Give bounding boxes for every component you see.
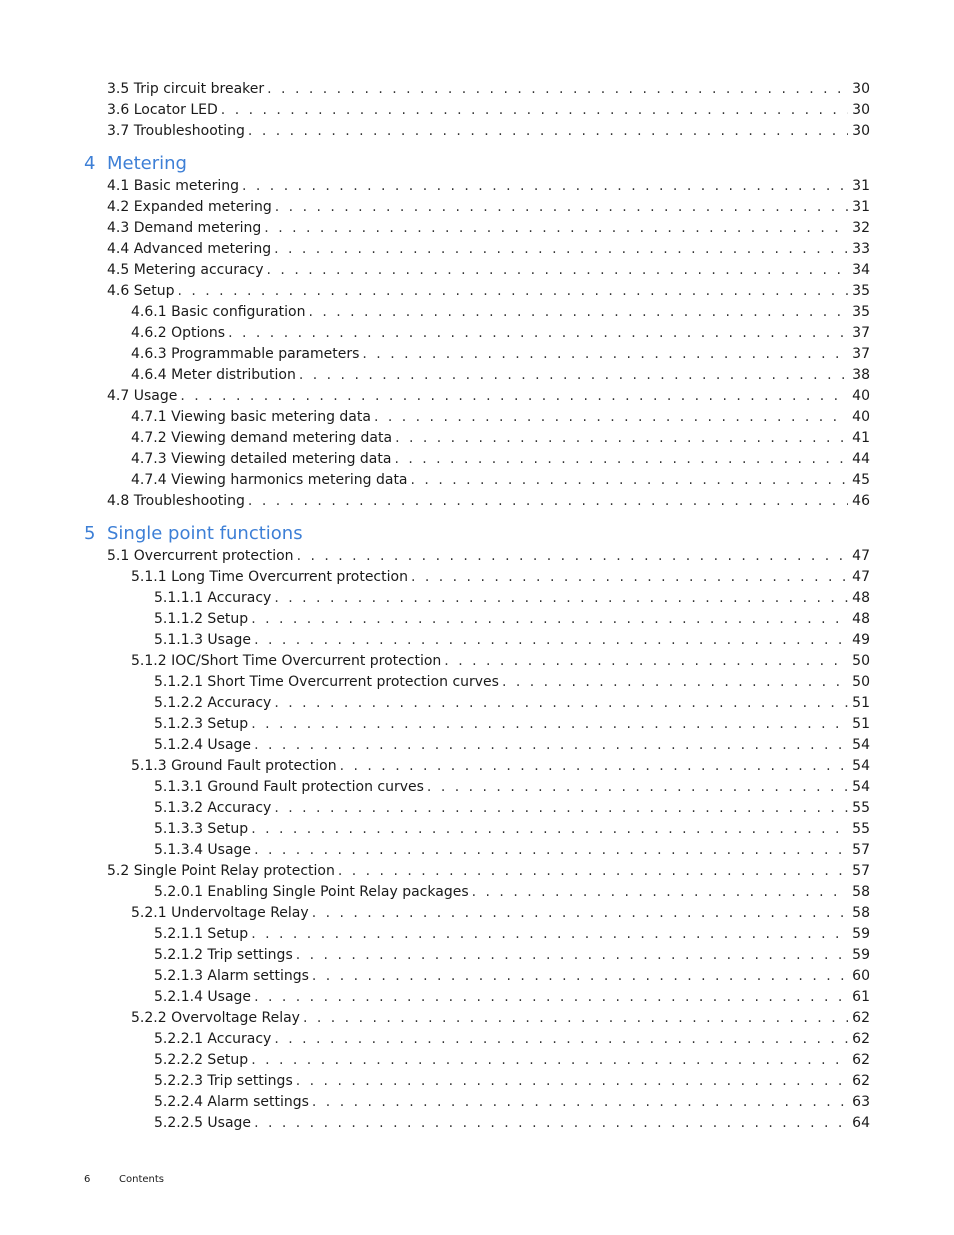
dot-leader	[254, 1113, 848, 1134]
toc-entry[interactable]	[84, 1113, 870, 1134]
dot-leader	[394, 449, 848, 470]
dot-leader	[254, 840, 848, 861]
toc-entry-title: 5.2.1.1 Setup	[154, 926, 249, 942]
toc-entry-title: 5.2.1.2 Trip settings	[154, 947, 293, 963]
toc-entry-page: 34	[852, 262, 870, 278]
toc-chapter-heading[interactable]	[84, 512, 870, 546]
toc-entry[interactable]	[84, 470, 870, 491]
toc-entry-title: 4.6.2 Options	[131, 325, 226, 341]
toc-entry[interactable]	[84, 672, 870, 693]
toc-entry-page: 62	[852, 1073, 870, 1089]
toc-entry-title: 5.1.2.1 Short Time Overcurrent protection curves	[154, 674, 499, 690]
toc-entry[interactable]	[84, 567, 870, 588]
toc-entry-title: 4.7.1 Viewing basic metering data	[131, 409, 371, 425]
toc-entry-page: 45	[852, 472, 870, 488]
toc-entry[interactable]	[84, 987, 870, 1008]
dot-leader	[299, 365, 848, 386]
dot-leader	[444, 651, 848, 672]
toc-entry-title: 4.3 Demand metering	[107, 220, 262, 236]
toc-entry-title: 5.1.2.4 Usage	[154, 737, 252, 753]
dot-leader	[312, 903, 848, 924]
toc-entry[interactable]	[84, 798, 870, 819]
toc-entry-page: 59	[852, 926, 870, 942]
toc-entry[interactable]	[84, 1029, 870, 1050]
toc-entry[interactable]	[84, 218, 870, 239]
toc-entry[interactable]	[84, 302, 870, 323]
toc-entry-title: 5.2.1.3 Alarm settings	[154, 968, 309, 984]
chapter-title: Single point functions	[107, 523, 303, 544]
dot-leader	[296, 1071, 848, 1092]
toc-entry-page: 51	[852, 716, 870, 732]
dot-leader	[251, 924, 848, 945]
chapter-title: Metering	[107, 153, 187, 174]
toc-entry[interactable]	[84, 260, 870, 281]
toc-entry[interactable]	[84, 714, 870, 735]
dot-leader	[251, 714, 848, 735]
dot-leader	[362, 344, 848, 365]
toc-entry-page: 49	[852, 632, 870, 648]
toc-entry-page: 37	[852, 346, 870, 362]
toc-entry-page: 31	[852, 178, 870, 194]
toc-entry-page: 64	[852, 1115, 870, 1131]
dot-leader	[502, 672, 848, 693]
toc-entry[interactable]	[84, 945, 870, 966]
toc-entry[interactable]	[84, 176, 870, 197]
dot-leader	[411, 567, 848, 588]
toc-entry-page: 47	[852, 569, 870, 585]
toc-entry[interactable]	[84, 609, 870, 630]
dot-leader	[296, 945, 848, 966]
toc-entry-title: 5.1.3.1 Ground Fault protection curves	[154, 779, 424, 795]
toc-entry-page: 58	[852, 884, 870, 900]
toc-entry[interactable]	[84, 882, 870, 903]
toc-entry-title: 5.2.2.2 Setup	[154, 1052, 249, 1068]
toc-entry-page: 30	[852, 123, 870, 139]
toc-entry-page: 40	[852, 409, 870, 425]
toc-entry-page: 35	[852, 283, 870, 299]
toc-entry-page: 50	[852, 674, 870, 690]
dot-leader	[427, 777, 848, 798]
chapter-number: 5	[84, 523, 96, 544]
table-of-contents	[84, 79, 870, 1134]
toc-entry-title: 5.2.1 Undervoltage Relay	[131, 905, 309, 921]
page-footer	[84, 1174, 164, 1185]
toc-entry-page: 55	[852, 821, 870, 837]
dot-leader	[395, 428, 848, 449]
toc-entry-page: 48	[852, 590, 870, 606]
dot-leader	[251, 819, 848, 840]
toc-entry-title: 3.6 Locator LED	[107, 102, 218, 118]
chapter-number: 4	[84, 153, 96, 174]
toc-entry[interactable]	[84, 281, 870, 302]
dot-leader	[340, 756, 849, 777]
dot-leader	[254, 987, 848, 1008]
toc-entry[interactable]	[84, 1071, 870, 1092]
toc-entry-page: 61	[852, 989, 870, 1005]
toc-entry[interactable]	[84, 588, 870, 609]
toc-entry-title: 5.1.1.2 Setup	[154, 611, 249, 627]
toc-entry-title: 5.1.1.3 Usage	[154, 632, 252, 648]
dot-leader	[274, 798, 848, 819]
dot-leader	[264, 218, 848, 239]
dot-leader	[177, 281, 848, 302]
toc-entry-title: 5.1.3.3 Setup	[154, 821, 249, 837]
toc-entry[interactable]	[84, 651, 870, 672]
dot-leader	[248, 121, 848, 142]
toc-entry-page: 54	[852, 737, 870, 753]
footer-page-number: 6	[84, 1174, 91, 1185]
dot-leader	[248, 491, 848, 512]
toc-entry[interactable]	[84, 344, 870, 365]
toc-entry-page: 40	[852, 388, 870, 404]
toc-entry-page: 57	[852, 842, 870, 858]
dot-leader	[267, 79, 848, 100]
toc-entry[interactable]	[84, 546, 870, 567]
dot-leader	[254, 735, 848, 756]
toc-entry-title: 5.2.2.4 Alarm settings	[154, 1094, 309, 1110]
toc-entry[interactable]	[84, 903, 870, 924]
toc-entry-title: 5.2 Single Point Relay protection	[107, 863, 335, 879]
toc-entry-page: 47	[852, 548, 870, 564]
toc-entry[interactable]	[84, 819, 870, 840]
toc-entry[interactable]	[84, 121, 870, 142]
toc-entry-title: 5.2.2.3 Trip settings	[154, 1073, 293, 1089]
toc-entry-title: 5.1.2 IOC/Short Time Overcurrent protection	[131, 653, 442, 669]
toc-entry[interactable]	[84, 449, 870, 470]
toc-entry[interactable]	[84, 491, 870, 512]
toc-entry-page: 54	[852, 758, 870, 774]
dot-leader	[274, 1029, 848, 1050]
toc-entry-title: 5.2.2.1 Accuracy	[154, 1031, 272, 1047]
toc-entry-title: 5.1.2.3 Setup	[154, 716, 249, 732]
toc-entry-page: 37	[852, 325, 870, 341]
toc-entry[interactable]	[84, 365, 870, 386]
toc-entry-title: 5.1.3.4 Usage	[154, 842, 252, 858]
toc-entry[interactable]	[84, 630, 870, 651]
toc-entry[interactable]	[84, 861, 870, 882]
toc-entry-title: 4.5 Metering accuracy	[107, 262, 264, 278]
toc-entry[interactable]	[84, 924, 870, 945]
dot-leader	[312, 966, 848, 987]
toc-entry-page: 44	[852, 451, 870, 467]
toc-entry-title: 5.2.0.1 Enabling Single Point Relay packages	[154, 884, 469, 900]
dot-leader	[297, 546, 849, 567]
dot-leader	[308, 302, 848, 323]
toc-entry-title: 4.8 Troubleshooting	[107, 493, 245, 509]
toc-entry[interactable]	[84, 840, 870, 861]
dot-leader	[274, 588, 848, 609]
toc-entry-title: 5.1.3 Ground Fault protection	[131, 758, 337, 774]
toc-entry[interactable]	[84, 777, 870, 798]
toc-entry-page: 41	[852, 430, 870, 446]
toc-entry-title: 4.1 Basic metering	[107, 178, 239, 194]
toc-entry[interactable]	[84, 323, 870, 344]
dot-leader	[274, 239, 848, 260]
toc-entry-page: 62	[852, 1010, 870, 1026]
dot-leader	[338, 861, 848, 882]
toc-entry-title: 5.2.2 Overvoltage Relay	[131, 1010, 300, 1026]
toc-entry[interactable]	[84, 386, 870, 407]
toc-entry-title: 5.1 Overcurrent protection	[107, 548, 294, 564]
toc-entry-page: 60	[852, 968, 870, 984]
toc-entry-page: 35	[852, 304, 870, 320]
toc-entry[interactable]	[84, 1008, 870, 1029]
toc-entry-title: 5.1.2.2 Accuracy	[154, 695, 272, 711]
toc-entry[interactable]	[84, 735, 870, 756]
toc-entry-page: 31	[852, 199, 870, 215]
toc-entry-page: 62	[852, 1031, 870, 1047]
toc-entry-title: 4.7.3 Viewing detailed metering data	[131, 451, 392, 467]
toc-entry-title: 5.1.3.2 Accuracy	[154, 800, 272, 816]
toc-entry[interactable]	[84, 100, 870, 121]
dot-leader	[242, 176, 848, 197]
toc-entry-title: 4.4 Advanced metering	[107, 241, 272, 257]
toc-entry-title: 4.6.1 Basic configuration	[131, 304, 306, 320]
toc-entry-page: 54	[852, 779, 870, 795]
toc-entry-page: 48	[852, 611, 870, 627]
toc-entry-page: 50	[852, 653, 870, 669]
toc-entry-page: 58	[852, 905, 870, 921]
toc-entry-title: 5.2.2.5 Usage	[154, 1115, 252, 1131]
toc-entry[interactable]	[84, 239, 870, 260]
toc-entry-title: 3.5 Trip circuit breaker	[107, 81, 265, 97]
toc-entry-title: 4.2 Expanded metering	[107, 199, 272, 215]
toc-entry-title: 4.6.4 Meter distribution	[131, 367, 296, 383]
toc-entry-title: 4.6 Setup	[107, 283, 175, 299]
dot-leader	[303, 1008, 848, 1029]
dot-leader	[312, 1092, 848, 1113]
toc-entry[interactable]	[84, 1092, 870, 1113]
dot-leader	[251, 1050, 848, 1071]
toc-entry[interactable]	[84, 966, 870, 987]
dot-leader	[411, 470, 849, 491]
toc-entry-page: 62	[852, 1052, 870, 1068]
footer-section-label: Contents	[119, 1174, 164, 1185]
toc-entry-title: 3.7 Troubleshooting	[107, 123, 245, 139]
toc-entry-page: 32	[852, 220, 870, 236]
toc-entry[interactable]	[84, 197, 870, 218]
toc-entry-page: 51	[852, 695, 870, 711]
dot-leader	[221, 100, 848, 121]
dot-leader	[228, 323, 848, 344]
toc-entry-title: 4.6.3 Programmable parameters	[131, 346, 360, 362]
dot-leader	[267, 260, 849, 281]
dot-leader	[472, 882, 849, 903]
toc-entry-page: 59	[852, 947, 870, 963]
toc-entry-title: 5.1.1.1 Accuracy	[154, 590, 272, 606]
toc-entry-title: 4.7 Usage	[107, 388, 178, 404]
toc-entry-page: 38	[852, 367, 870, 383]
toc-chapter-heading[interactable]	[84, 142, 870, 176]
toc-entry-page: 55	[852, 800, 870, 816]
toc-entry-page: 30	[852, 102, 870, 118]
dot-leader	[274, 693, 848, 714]
toc-entry-page: 46	[852, 493, 870, 509]
toc-entry[interactable]	[84, 693, 870, 714]
dot-leader	[275, 197, 848, 218]
dot-leader	[180, 386, 848, 407]
toc-entry-page: 57	[852, 863, 870, 879]
toc-entry-page: 33	[852, 241, 870, 257]
toc-entry[interactable]	[84, 1050, 870, 1071]
toc-entry[interactable]	[84, 428, 870, 449]
toc-entry-page: 63	[852, 1094, 870, 1110]
dot-leader	[251, 609, 848, 630]
dot-leader	[374, 407, 848, 428]
toc-entry[interactable]	[84, 79, 870, 100]
toc-entry[interactable]	[84, 407, 870, 428]
toc-entry-title: 4.7.2 Viewing demand metering data	[131, 430, 393, 446]
toc-entry-title: 5.1.1 Long Time Overcurrent protection	[131, 569, 408, 585]
toc-entry-title: 5.2.1.4 Usage	[154, 989, 252, 1005]
toc-entry-page: 30	[852, 81, 870, 97]
toc-entry[interactable]	[84, 756, 870, 777]
dot-leader	[254, 630, 848, 651]
toc-entry-title: 4.7.4 Viewing harmonics metering data	[131, 472, 408, 488]
